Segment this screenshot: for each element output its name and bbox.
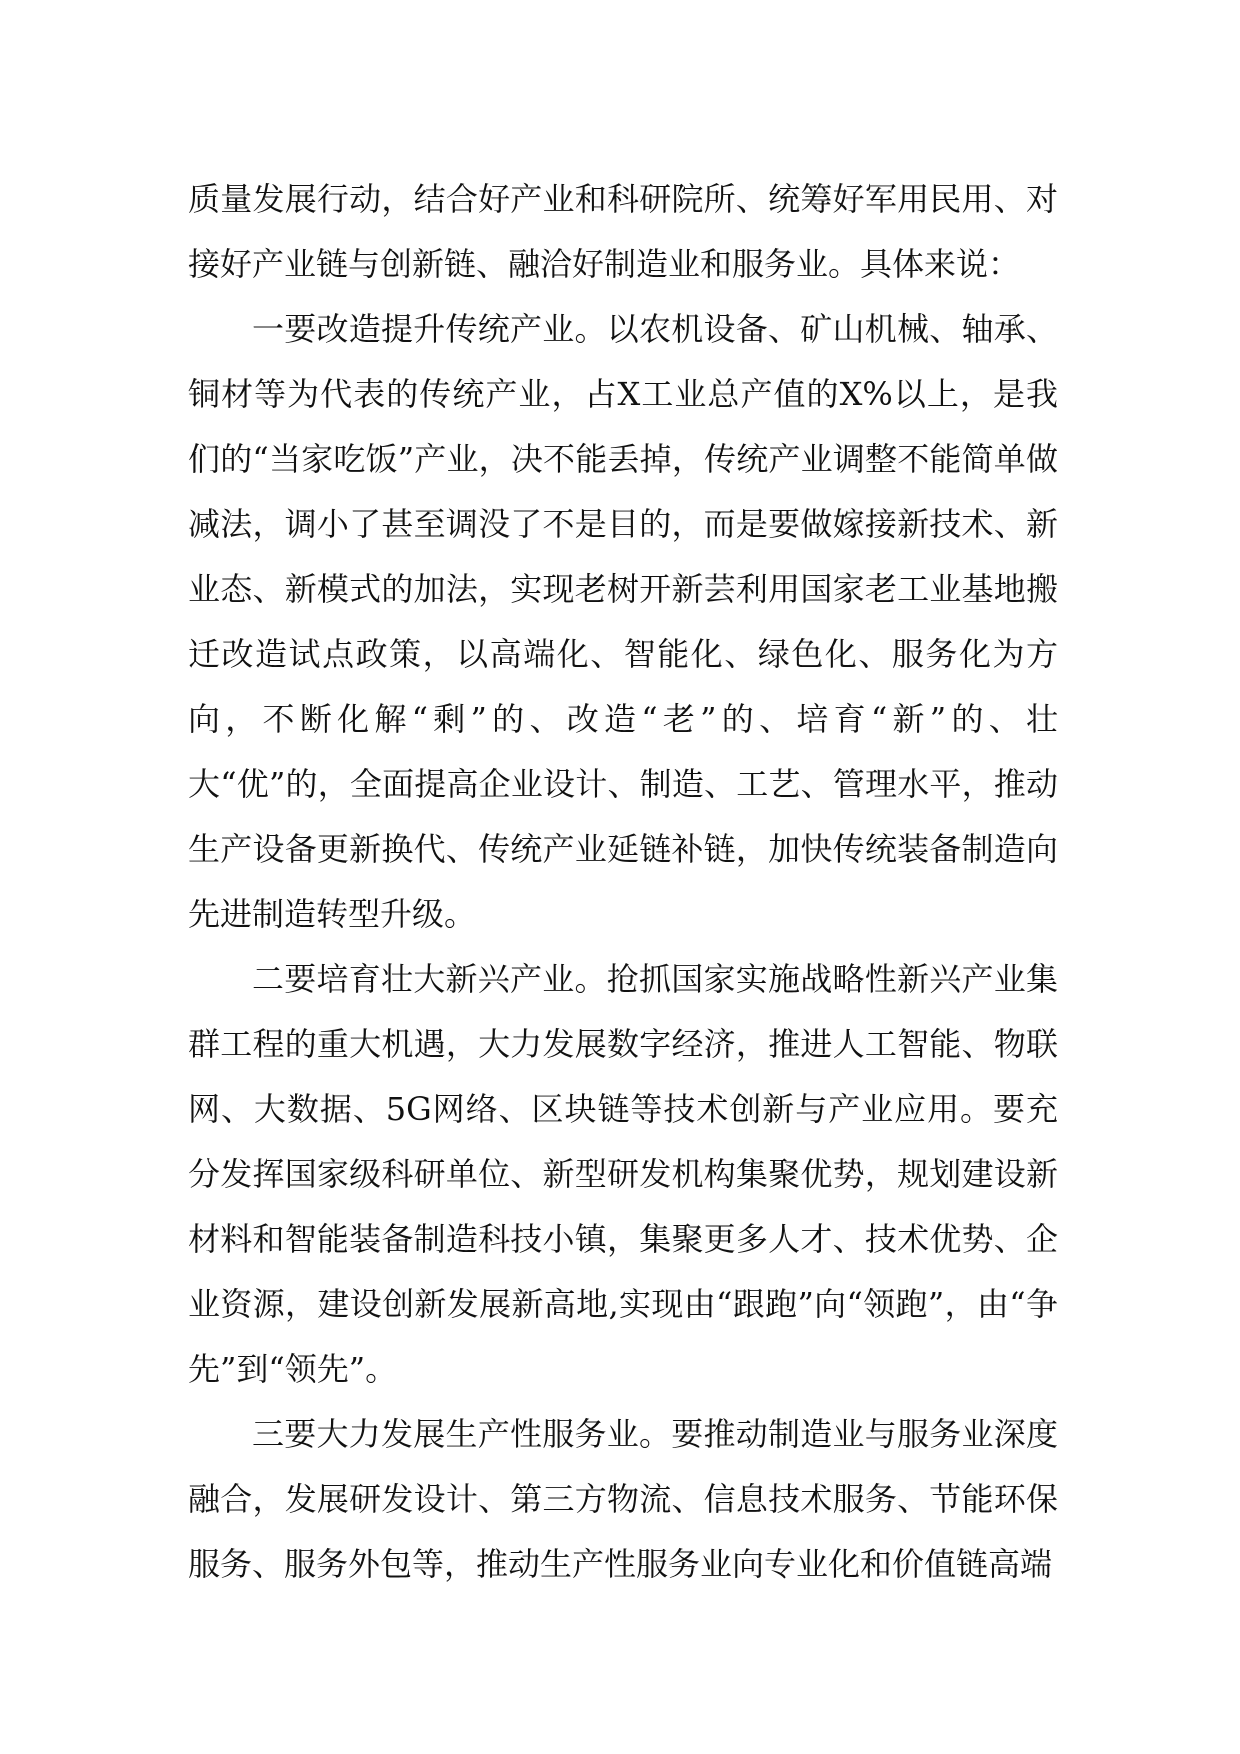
- paragraph-traditional-industry: 一要改造提升传统产业。以农机设备、矿山机械、轴承、铜材等为代表的传统产业，占X工业总产值的X%以上，是我们的“当家吃饭”产业，决不能丢掉，传统产业调整不能简单做减法，调小了甚至调没了不是目的，而是要做嫁接新技术、新业态、新模式的加法，实现老树开新芸利用国家老工业基地搬迁改造试点政策，以高端化、智能化、绿色化、服务化为方向，不断化解“剩”的、改造“老”的、培育“新”的、壮大“优”的，全面提高企业设计、制造、工艺、管理水平，推动生产设备更新换代、传统产业延链补链，加快传统装备制造向先进制造转型升级。: [188, 310, 1058, 933]
- document-body: [188, 167, 1058, 1597]
- paragraph-emerging-industry: 二要培育壮大新兴产业。抢抓国家实施战略性新兴产业集群工程的重大机遇，大力发展数字经济，推进人工智能、物联网、大数据、5G网络、区块链等技术创新与产业应用。要充分发挥国家级科研单位、新型研发机构集聚优势，规划建设新材料和智能装备制造科技小镇，集聚更多人才、技术优势、企业资源，建设创新发展新高地,实现由“跟跑”向“领跑”，由“争先”到“领先”。: [188, 960, 1058, 1388]
- paragraph-continuation: 质量发展行动，结合好产业和科研院所、统筹好军用民用、对接好产业链与创新链、融洽好制造业和服务业。具体来说：: [188, 180, 1058, 283]
- paragraph-producer-services: 三要大力发展生产性服务业。要推动制造业与服务业深度融合，发展研发设计、第三方物流、信息技术服务、节能环保服务、服务外包等，推动生产性服务业向专业化和价值链高端: [188, 1415, 1058, 1583]
